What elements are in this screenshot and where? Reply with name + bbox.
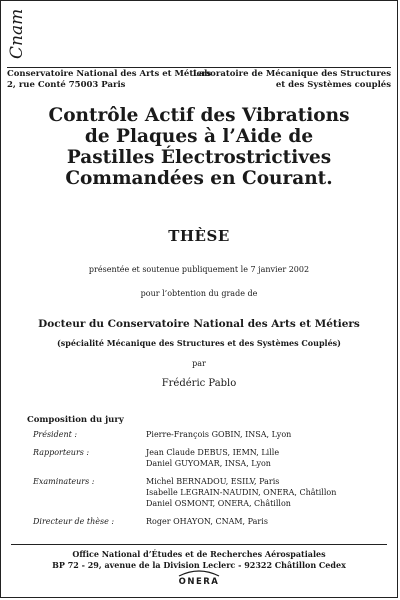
title-line-3: Pastilles Électrostrictives — [66, 147, 332, 168]
jury-row-directeur — [33, 516, 387, 527]
institution-name: Conservatoire National des Arts et Métiers — [7, 69, 212, 79]
jury-member: Daniel GUYOMAR, INSA, Lyon — [146, 459, 271, 468]
jury-member: Jean Claude DEBUS, IEMN, Lille — [146, 448, 280, 457]
laboratory-line-2: et des Systèmes couplés — [275, 80, 391, 90]
jury-role: Rapporteurs : — [33, 448, 90, 457]
speciality: (spécialité Mécanique des Structures et des Systèmes Couplés) — [57, 338, 341, 348]
institution-address — [7, 69, 211, 91]
footer-street: BP 72 - 29, avenue de la Division Leclerc - 92322 Châtillon Cedex — [52, 559, 346, 570]
jury-role: Directeur de thèse : — [33, 517, 115, 526]
institution-street: 2, rue Conté 75003 Paris — [7, 80, 126, 90]
jury-members — [146, 447, 279, 469]
title-line-2: de Plaques à l’Aide de — [84, 126, 314, 147]
laboratory-line-1: Laboratoire de Mécanique des Structures — [192, 69, 391, 79]
jury-row-examinateurs — [33, 476, 387, 509]
footer-address — [1, 549, 397, 570]
jury-member: Roger OHAYON, CNAM, Paris — [146, 517, 268, 526]
title-line-4: Commandées en Courant. — [65, 168, 333, 189]
footer-divider — [11, 544, 387, 545]
jury-members — [146, 516, 268, 527]
jury-members — [146, 476, 336, 509]
defense-date-statement: présentée et soutenue publiquement le 7 janvier 2002 — [88, 265, 310, 274]
jury-row-rapporteurs — [33, 447, 387, 469]
degree-title: Docteur du Conservatoire National des Arts et Métiers — [38, 318, 360, 330]
author-name: Frédéric Pablo — [161, 378, 237, 389]
jury-member: Michel BERNADOU, ESILV, Paris — [146, 477, 280, 486]
jury-member: Isabelle LEGRAIN-NAUDIN, ONERA, Châtillon — [146, 488, 337, 497]
title-line-1: Contrôle Actif des Vibrations — [48, 105, 350, 126]
jury-role: Président : — [33, 430, 78, 439]
thesis-title — [11, 105, 387, 189]
header — [1, 65, 397, 91]
purpose-statement: pour l’obtention du grade de — [140, 289, 258, 298]
laboratory-name — [193, 69, 391, 91]
jury-heading: Composition du jury — [27, 415, 124, 425]
jury-row-president — [33, 429, 387, 440]
jury-member: Daniel OSMONT, ONERA, Châtillon — [146, 499, 291, 508]
jury-list — [33, 429, 387, 534]
onera-logo: ONERA — [178, 577, 220, 587]
cnam-logo — [6, 5, 28, 61]
by-label: par — [192, 359, 206, 368]
jury-members — [146, 429, 291, 440]
header-divider — [7, 67, 391, 68]
document-type-heading: THÈSE — [168, 227, 230, 245]
svg-text:Cnam: Cnam — [7, 8, 27, 59]
jury-role: Examinateurs : — [33, 477, 95, 486]
jury-member: Pierre-François GOBIN, INSA, Lyon — [146, 430, 292, 439]
footer-organization: Office National d’Études et de Recherches Aérospatiales — [72, 549, 326, 559]
